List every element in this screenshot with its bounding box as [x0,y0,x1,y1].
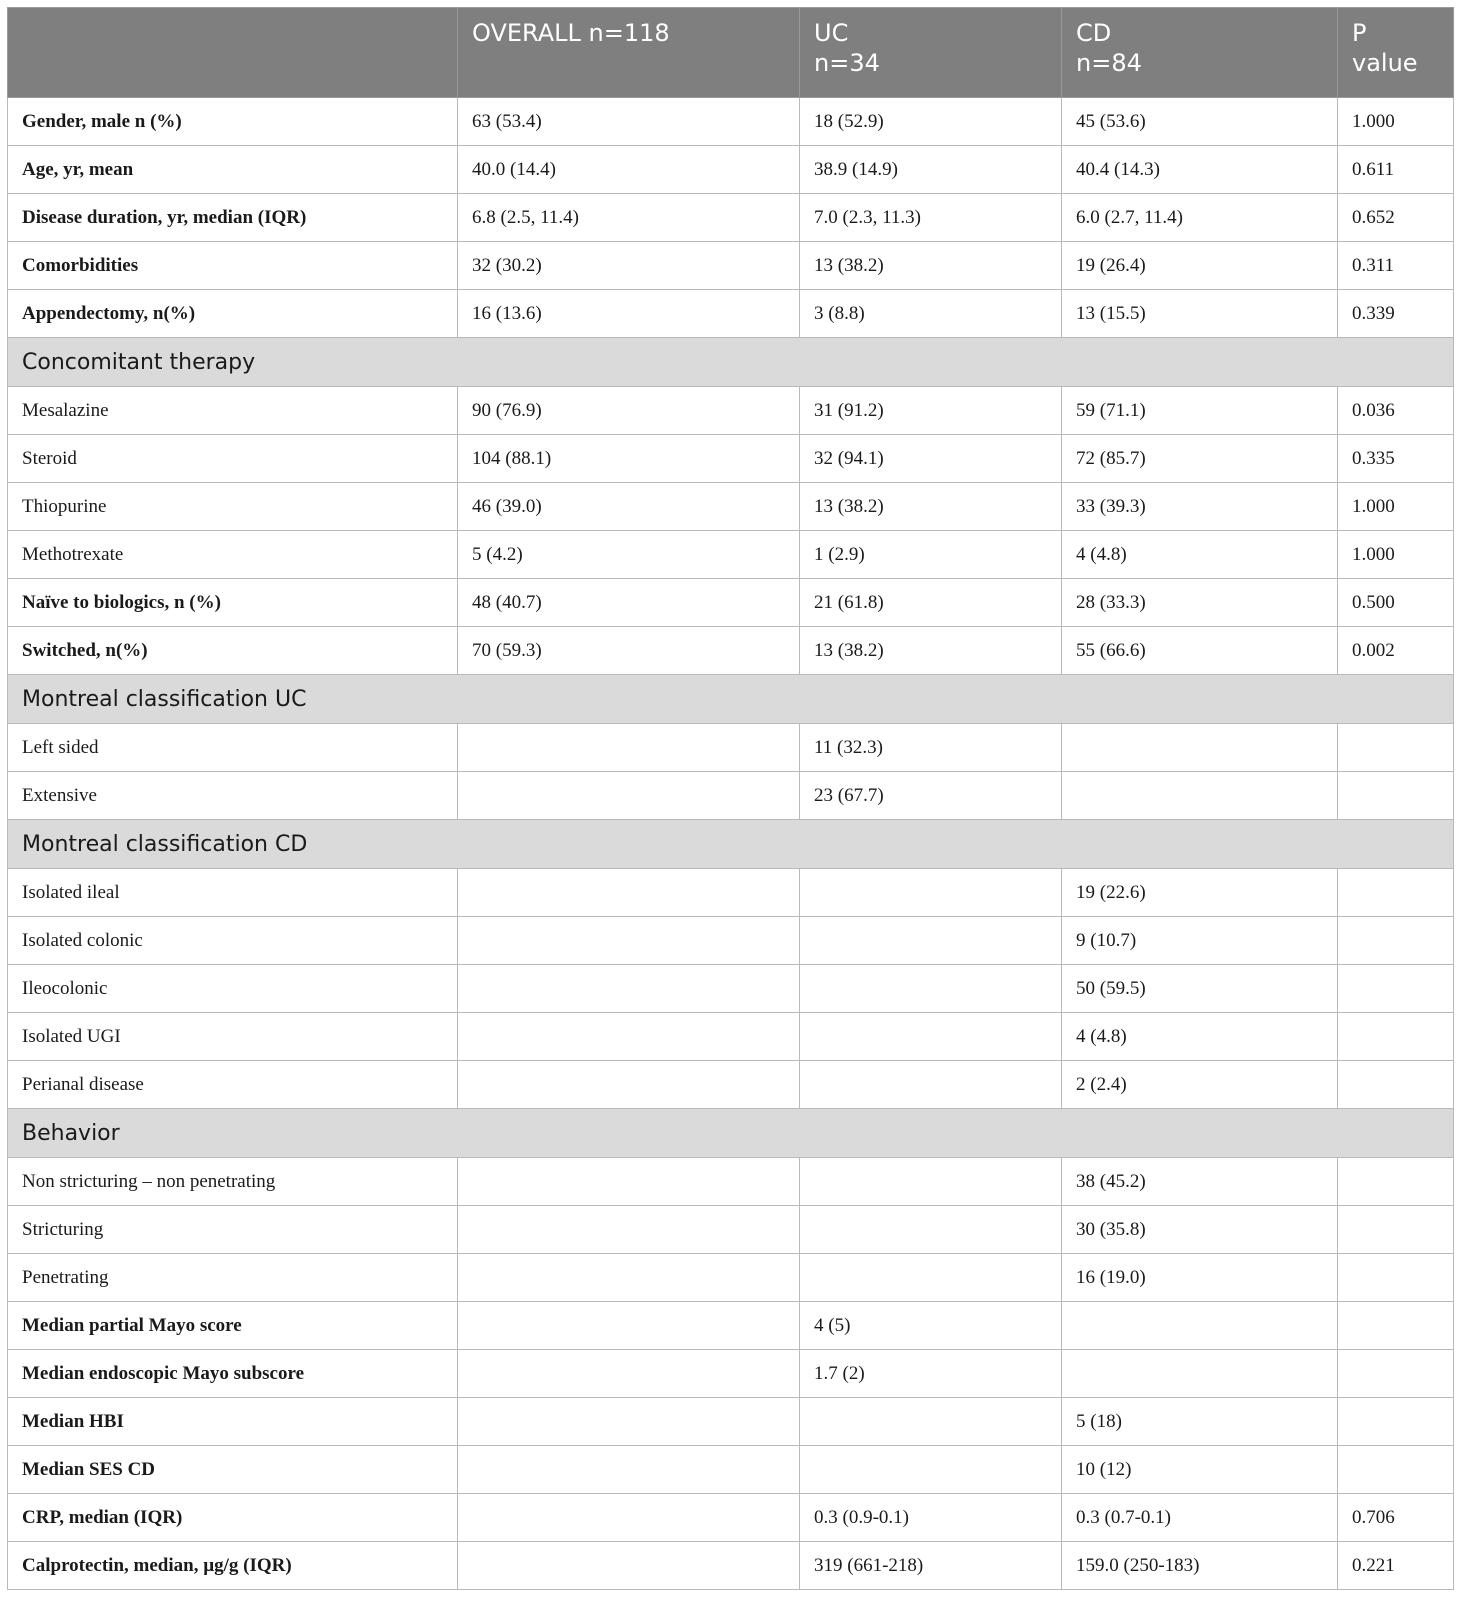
cell-cd: 38 (45.2) [1062,1158,1338,1206]
section-heading: Behavior [8,1109,1454,1158]
cell-overall [458,1398,800,1446]
header-variable [8,8,458,98]
cell-uc [800,1158,1062,1206]
cell-uc: 23 (67.7) [800,772,1062,820]
cell-cd: 19 (26.4) [1062,242,1338,290]
cell-overall [458,1254,800,1302]
cell-overall [458,1013,800,1061]
cell-p-value [1338,1398,1454,1446]
cell-uc [800,1013,1062,1061]
cell-cd: 55 (66.6) [1062,627,1338,675]
cell-cd: 33 (39.3) [1062,483,1338,531]
row-label: Gender, male n (%) [8,98,458,146]
cell-p-value [1338,917,1454,965]
cell-cd: 59 (71.1) [1062,387,1338,435]
cell-overall: 32 (30.2) [458,242,800,290]
row-label: Comorbidities [8,242,458,290]
row-label: Isolated UGI [8,1013,458,1061]
cell-cd: 5 (18) [1062,1398,1338,1446]
cell-overall [458,1542,800,1590]
cell-p-value [1338,1061,1454,1109]
row-label: Penetrating [8,1254,458,1302]
table-container [7,7,1453,1590]
table-row [8,98,1454,146]
cell-cd: 50 (59.5) [1062,965,1338,1013]
cell-uc: 3 (8.8) [800,290,1062,338]
cell-overall: 104 (88.1) [458,435,800,483]
cell-p-value: 0.221 [1338,1542,1454,1590]
cell-p-value: 0.652 [1338,194,1454,242]
cell-cd: 19 (22.6) [1062,869,1338,917]
cell-uc: 18 (52.9) [800,98,1062,146]
table-row [8,965,1454,1013]
cell-cd: 4 (4.8) [1062,531,1338,579]
table-row [8,1061,1454,1109]
characteristics-table [7,7,1454,1590]
cell-overall [458,1302,800,1350]
cell-uc: 38.9 (14.9) [800,146,1062,194]
cell-overall [458,1061,800,1109]
cell-p-value: 1.000 [1338,98,1454,146]
table-row [8,579,1454,627]
table-row [8,917,1454,965]
table-header [8,8,1454,98]
cell-uc: 1 (2.9) [800,531,1062,579]
row-label: Switched, n(%) [8,627,458,675]
cell-p-value: 0.706 [1338,1494,1454,1542]
cell-overall [458,724,800,772]
table-row [8,531,1454,579]
cell-cd: 4 (4.8) [1062,1013,1338,1061]
row-label: Steroid [8,435,458,483]
table-row [8,1542,1454,1590]
table-row [8,387,1454,435]
cell-p-value [1338,772,1454,820]
row-label: Naïve to biologics, n (%) [8,579,458,627]
cell-cd: 28 (33.3) [1062,579,1338,627]
cell-cd: 13 (15.5) [1062,290,1338,338]
table-row [8,242,1454,290]
cell-overall [458,772,800,820]
header-uc-count: n=34 [814,49,880,77]
cell-p-value [1338,1206,1454,1254]
cell-cd: 2 (2.4) [1062,1061,1338,1109]
cell-p-value [1338,869,1454,917]
table-row [8,1254,1454,1302]
cell-overall: 90 (76.9) [458,387,800,435]
row-label: CRP, median (IQR) [8,1494,458,1542]
table-row [8,724,1454,772]
cell-cd: 72 (85.7) [1062,435,1338,483]
row-label: Isolated colonic [8,917,458,965]
row-label: Mesalazine [8,387,458,435]
cell-uc [800,1398,1062,1446]
cell-overall [458,965,800,1013]
cell-uc: 13 (38.2) [800,483,1062,531]
header-uc [800,8,1062,98]
section-row [8,338,1454,387]
row-label: Median SES CD [8,1446,458,1494]
cell-p-value: 0.002 [1338,627,1454,675]
row-label: Thiopurine [8,483,458,531]
cell-overall: 63 (53.4) [458,98,800,146]
table-row [8,627,1454,675]
header-cd-count: n=84 [1076,49,1142,77]
cell-cd [1062,1350,1338,1398]
cell-p-value [1338,1302,1454,1350]
table-row [8,290,1454,338]
cell-overall [458,917,800,965]
row-label: Isolated ileal [8,869,458,917]
table-body [8,98,1454,1590]
cell-overall: 5 (4.2) [458,531,800,579]
cell-overall [458,1350,800,1398]
cell-uc: 7.0 (2.3, 11.3) [800,194,1062,242]
row-label: Median partial Mayo score [8,1302,458,1350]
section-row [8,820,1454,869]
cell-uc: 0.3 (0.9-0.1) [800,1494,1062,1542]
table-row [8,1013,1454,1061]
cell-uc [800,869,1062,917]
cell-overall: 16 (13.6) [458,290,800,338]
table-row [8,1350,1454,1398]
cell-overall [458,1206,800,1254]
cell-uc: 31 (91.2) [800,387,1062,435]
section-heading: Concomitant therapy [8,338,1454,387]
table-row [8,869,1454,917]
cell-p-value: 1.000 [1338,531,1454,579]
row-label: Age, yr, mean [8,146,458,194]
section-row [8,1109,1454,1158]
cell-cd: 30 (35.8) [1062,1206,1338,1254]
row-label: Perianal disease [8,1061,458,1109]
row-label: Ileocolonic [8,965,458,1013]
cell-uc [800,917,1062,965]
cell-uc [800,1061,1062,1109]
row-label: Left sided [8,724,458,772]
cell-uc: 1.7 (2) [800,1350,1062,1398]
table-row [8,194,1454,242]
cell-overall: 40.0 (14.4) [458,146,800,194]
table-row [8,483,1454,531]
cell-cd: 6.0 (2.7, 11.4) [1062,194,1338,242]
cell-uc: 13 (38.2) [800,242,1062,290]
cell-cd: 10 (12) [1062,1446,1338,1494]
table-row [8,1398,1454,1446]
row-label: Calprotectin, median, µg/g (IQR) [8,1542,458,1590]
cell-p-value [1338,965,1454,1013]
row-label: Extensive [8,772,458,820]
cell-overall: 48 (40.7) [458,579,800,627]
cell-uc: 21 (61.8) [800,579,1062,627]
header-overall: OVERALL n=118 [458,8,800,98]
cell-p-value: 1.000 [1338,483,1454,531]
row-label: Appendectomy, n(%) [8,290,458,338]
cell-cd: 40.4 (14.3) [1062,146,1338,194]
header-p-value: P value [1338,8,1454,98]
cell-cd [1062,1302,1338,1350]
cell-overall [458,1494,800,1542]
cell-uc: 11 (32.3) [800,724,1062,772]
table-row [8,1494,1454,1542]
cell-uc: 319 (661-218) [800,1542,1062,1590]
cell-overall: 6.8 (2.5, 11.4) [458,194,800,242]
header-row [8,8,1454,98]
header-cd-label: CD [1076,19,1112,47]
cell-cd: 0.3 (0.7-0.1) [1062,1494,1338,1542]
cell-p-value [1338,1254,1454,1302]
cell-cd [1062,724,1338,772]
table-row [8,1446,1454,1494]
cell-p-value: 0.500 [1338,579,1454,627]
cell-uc [800,965,1062,1013]
cell-uc: 4 (5) [800,1302,1062,1350]
cell-uc [800,1254,1062,1302]
table-row [8,1206,1454,1254]
cell-cd [1062,772,1338,820]
cell-p-value: 0.036 [1338,387,1454,435]
cell-p-value [1338,1446,1454,1494]
table-row [8,1158,1454,1206]
cell-cd: 16 (19.0) [1062,1254,1338,1302]
row-label: Median endoscopic Mayo subscore [8,1350,458,1398]
cell-p-value: 0.335 [1338,435,1454,483]
cell-uc: 32 (94.1) [800,435,1062,483]
cell-p-value [1338,1013,1454,1061]
cell-uc [800,1206,1062,1254]
cell-p-value: 0.311 [1338,242,1454,290]
table-row [8,772,1454,820]
cell-p-value [1338,724,1454,772]
table-row [8,1302,1454,1350]
header-cd [1062,8,1338,98]
row-label: Median HBI [8,1398,458,1446]
row-label: Methotrexate [8,531,458,579]
cell-uc [800,1446,1062,1494]
table-row [8,146,1454,194]
cell-cd: 45 (53.6) [1062,98,1338,146]
cell-overall [458,1446,800,1494]
cell-p-value [1338,1350,1454,1398]
cell-overall [458,1158,800,1206]
cell-overall [458,869,800,917]
section-heading: Montreal classification CD [8,820,1454,869]
section-heading: Montreal classification UC [8,675,1454,724]
cell-overall: 70 (59.3) [458,627,800,675]
row-label: Disease duration, yr, median (IQR) [8,194,458,242]
cell-p-value [1338,1158,1454,1206]
cell-uc: 13 (38.2) [800,627,1062,675]
header-uc-label: UC [814,19,849,47]
section-row [8,675,1454,724]
cell-p-value: 0.339 [1338,290,1454,338]
cell-cd: 9 (10.7) [1062,917,1338,965]
cell-cd: 159.0 (250-183) [1062,1542,1338,1590]
cell-overall: 46 (39.0) [458,483,800,531]
row-label: Stricturing [8,1206,458,1254]
cell-p-value: 0.611 [1338,146,1454,194]
row-label: Non stricturing – non penetrating [8,1158,458,1206]
table-row [8,435,1454,483]
